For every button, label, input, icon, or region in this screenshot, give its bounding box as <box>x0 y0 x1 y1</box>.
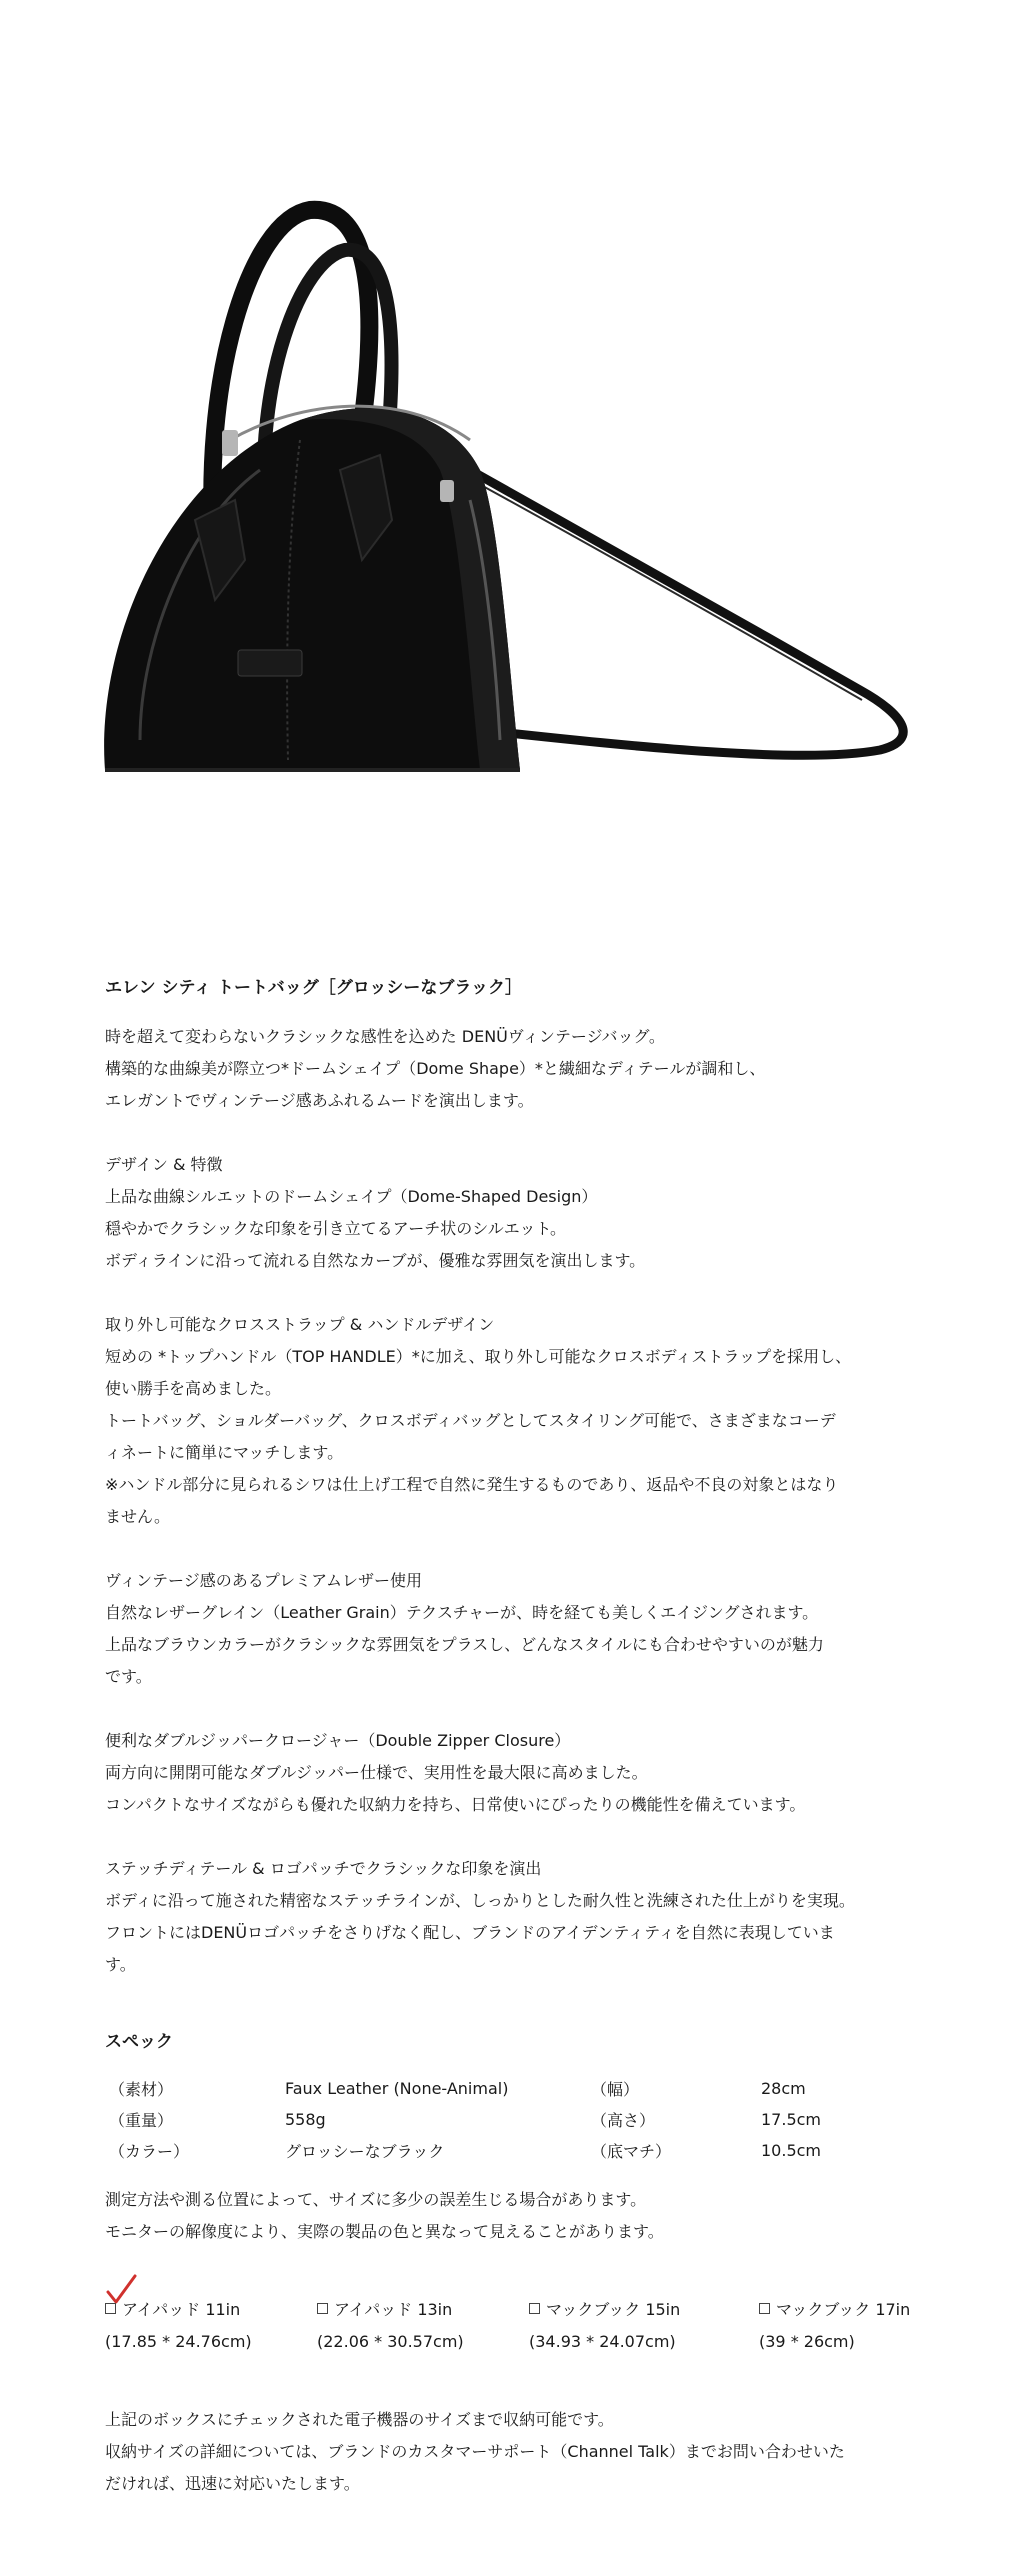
section-line: ィネートに簡単にマッチします。 <box>105 1443 344 1462</box>
spec-label: （カラー） <box>109 2142 190 2161</box>
spec-table <box>105 2073 921 2166</box>
section-line: ボディラインに沿って流れる自然なカーブが、優雅な雰囲気を演出します。 <box>105 1251 646 1270</box>
device-fit-list <box>105 2294 935 2358</box>
intro-line: エレガントでヴィンテージ感あふれるムードを演出します。 <box>105 1091 534 1110</box>
checkbox-icon <box>105 2303 116 2314</box>
section-leather <box>105 1565 935 1693</box>
note-line: 測定方法や測る位置によって、サイズに多少の誤差生じる場合があります。 <box>105 2190 647 2209</box>
section-line: ボディに沿って施された精密なステッチラインが、しっかりとした耐久性と洗練された仕上がりを実現。 <box>105 1891 855 1910</box>
device-label: マックブック 17in <box>776 2300 911 2319</box>
spec-title: スペック <box>105 2032 173 2052</box>
section-line: トートバッグ、ショルダーバッグ、クロスボディバッグとしてスタイリング可能で、さまざまなコーデ <box>105 1411 836 1430</box>
section-heading: ステッチディテール & ロゴパッチでクラシックな印象を演出 <box>105 1859 542 1878</box>
section-zipper <box>105 1725 935 1821</box>
device-label: アイパッド 13in <box>334 2300 453 2319</box>
section-stitch <box>105 1853 935 1981</box>
product-description <box>105 975 935 2500</box>
section-line: フロントにはDENÜロゴパッチをさりげなく配し、ブランドのアイデンティティを自然に表現していま <box>105 1923 835 1942</box>
device-size: (39 * 26cm) <box>759 2332 855 2351</box>
intro-line: 時を超えて変わらないクラシックな感性を込めた DENÜヴィンテージバッグ。 <box>105 1027 665 1046</box>
section-heading: 取り外し可能なクロスストラップ & ハンドルデザイン <box>105 1315 495 1334</box>
section-line: 使い勝手を高めました。 <box>105 1379 282 1398</box>
checkbox-icon <box>317 2303 328 2314</box>
section-heading: ヴィンテージ感のあるプレミアムレザー使用 <box>105 1571 422 1590</box>
spec-value: 10.5cm <box>761 2141 822 2160</box>
checkmark-icon <box>105 2272 139 2306</box>
device-size: (17.85 * 24.76cm) <box>105 2332 252 2351</box>
section-line: 両方向に開閉可能なダブルジッパー仕様で、実用性を最大限に高めました。 <box>105 1763 648 1782</box>
product-image <box>0 0 1026 940</box>
device-item-ipad-11 <box>105 2294 317 2358</box>
section-line: 上品な曲線シルエットのドームシェイプ（Dome-Shaped Design） <box>105 1187 598 1206</box>
section-line: コンパクトなサイズながらも優れた収納力を持ち、日常使いにぴったりの機能性を備えています。 <box>105 1795 806 1814</box>
intro-line: 構築的な曲線美が際立つ*ドームシェイプ（Dome Shape）*と繊細なディテールが調和し、 <box>105 1059 766 1078</box>
spec-label: （高さ） <box>591 2111 656 2130</box>
table-row <box>105 2135 921 2166</box>
handbag-illustration <box>0 0 1026 940</box>
section-line: です。 <box>105 1667 152 1686</box>
section-line: 穏やかでクラシックな印象を引き立てるアーチ状のシルエット。 <box>105 1219 567 1238</box>
device-label: マックブック 15in <box>546 2300 681 2319</box>
spec-label: （重量） <box>109 2111 174 2130</box>
checkbox-icon <box>759 2303 770 2314</box>
storage-note <box>105 2404 935 2500</box>
spec-value: Faux Leather (None-Animal) <box>285 2079 509 2098</box>
device-item-ipad-13 <box>317 2294 529 2358</box>
table-row <box>105 2073 921 2104</box>
spec-value: 558g <box>285 2110 326 2129</box>
device-item-macbook-17 <box>759 2294 935 2358</box>
note-line: モニターの解像度により、実際の製品の色と異なって見えることがあります。 <box>105 2222 664 2241</box>
section-design <box>105 1149 935 1277</box>
device-size: (22.06 * 30.57cm) <box>317 2332 464 2351</box>
product-title: エレン シティ トートバッグ［グロッシーなブラック］ <box>105 978 523 998</box>
device-item-macbook-15 <box>529 2294 759 2358</box>
spec-label: （幅） <box>591 2080 640 2099</box>
section-line: ません。 <box>105 1507 170 1526</box>
spec-label: （底マチ） <box>591 2142 672 2161</box>
footer-line: 収納サイズの詳細については、ブランドのカスタマーサポート（Channel Talk）までお問い合わせいた <box>105 2442 845 2461</box>
section-line: 上品なブラウンカラーがクラシックな雰囲気をプラスし、どんなスタイルにも合わせやすいのが魅力 <box>105 1635 824 1654</box>
section-heading: 便利なダブルジッパークロージャー（Double Zipper Closure） <box>105 1731 571 1750</box>
section-line: ※ハンドル部分に見られるシワは仕上げ工程で自然に発生するものであり、返品や不良の対象とはなり <box>105 1475 839 1494</box>
device-label: アイパッド 11in <box>122 2300 241 2319</box>
spec-value: 17.5cm <box>761 2110 822 2129</box>
device-size: (34.93 * 24.07cm) <box>529 2332 676 2351</box>
footer-line: 上記のボックスにチェックされた電子機器のサイズまで収納可能です。 <box>105 2410 614 2429</box>
table-row <box>105 2104 921 2135</box>
intro-paragraph <box>105 1021 935 1117</box>
section-line: 短めの *トップハンドル（TOP HANDLE）*に加え、取り外し可能なクロスボディストラップを採用し、 <box>105 1347 852 1366</box>
spec-label: （素材） <box>109 2080 174 2099</box>
section-line: 自然なレザーグレイン（Leather Grain）テクスチャーが、時を経ても美しくエイジングされます。 <box>105 1603 819 1622</box>
section-heading: デザイン & 特徴 <box>105 1155 223 1174</box>
section-strap <box>105 1309 935 1533</box>
footer-line: だければ、迅速に対応いたします。 <box>105 2474 360 2493</box>
checkbox-icon <box>529 2303 540 2314</box>
section-line: す。 <box>105 1955 136 1974</box>
spec-value: 28cm <box>761 2079 806 2098</box>
spec-notes <box>105 2184 935 2248</box>
spec-value: グロッシーなブラック <box>285 2142 445 2161</box>
